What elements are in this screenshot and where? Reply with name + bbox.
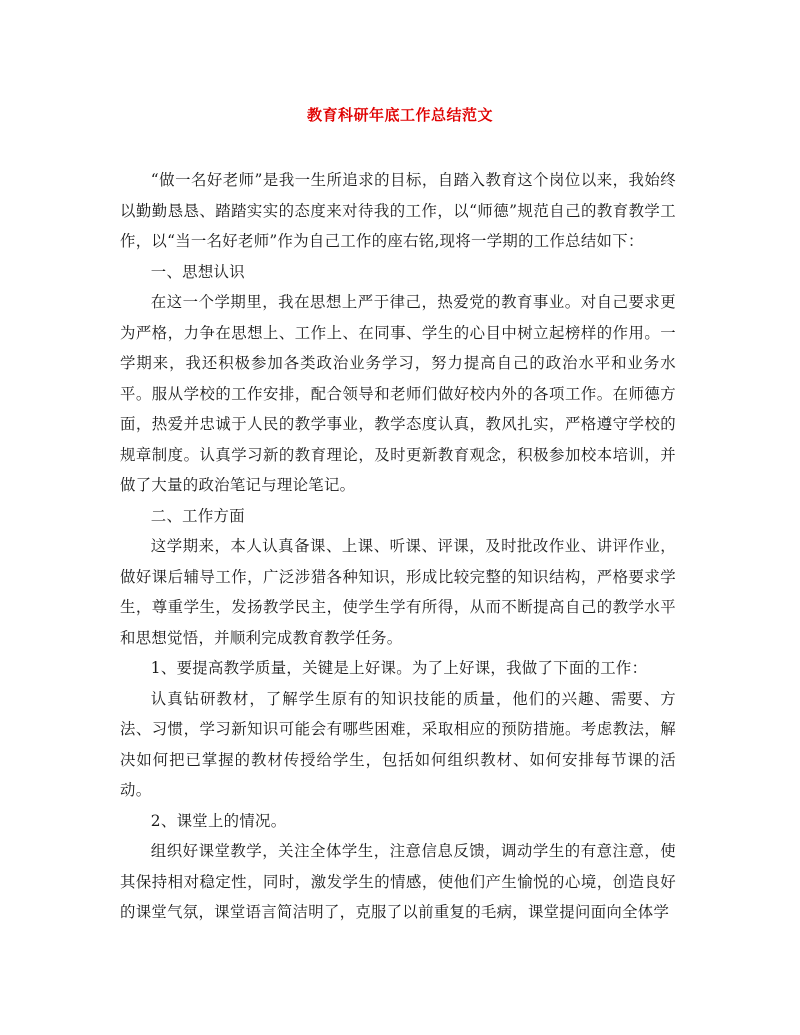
teaching-quality-paragraph: 认真钻研教材，了解学生原有的知识技能的质量，他们的兴趣、需要、方法、习惯，学习新知识可能会有哪些困难，采取相应的预防措施。考虑教法，解决如何把已掌握的教材传授给学生，包括如何组织教材、如何安排每节课的活动。	[120, 689, 676, 799]
subheading-classroom: 2、课堂上的情况。	[150, 811, 287, 830]
document-title: 教育科研年底工作总结范文	[306, 106, 493, 124]
intro-paragraph: “做一名好老师”是我一生所追求的目标，自踏入教育这个岗位以来，我始终以勤勤恳恳、踏踏实实的态度来对待我的工作，以“师德”规范自己的教育教学工作，以“当一名好老师”作为自己工作的座右铭,现将一学期的工作总结如下：	[120, 171, 676, 250]
work-paragraph: 这学期来，本人认真备课、上课、听课、评课，及时批改作业、讲评作业，做好课后辅导工作，广泛涉猎各种知识，形成比较完整的知识结构，严格要求学生，尊重学生，发扬教学民主，使学生学有所得，从而不断提高自己的教学水平和思想觉悟，并顺利完成教育教学任务。	[120, 537, 676, 647]
subheading-teaching-quality: 1、要提高教学质量，关键是上好课。为了上好课，我做了下面的工作：	[150, 659, 648, 677]
section-heading-work: 二、工作方面	[150, 506, 245, 525]
classroom-paragraph: 组织好课堂教学，关注全体学生，注意信息反馈，调动学生的有意注意，使其保持相对稳定性，同时，激发学生的情感，使他们产生愉悦的心境，创造良好的课堂气氛，课堂语言简洁明了，克服了以前重复的毛病，课堂提问面向全体学	[120, 842, 676, 921]
thinking-paragraph: 在这一个学期里，我在思想上严于律己，热爱党的教育事业。对自己要求更为严格，力争在思想上、工作上、在同事、学生的心目中树立起榜样的作用。一学期来，我还积极参加各类政治业务学习，努力提高自己的政治水平和业务水平。服从学校的工作安排，配合领导和老师们做好校内外的各项工作。在师德方面，热爱并忠诚于人民的教学事业，教学态度认真，教风扎实，严格遵守学校的规章制度。认真学习新的教育理论，及时更新教育观念，积极参加校本培训，并做了大量的政治笔记与理论笔记。	[120, 293, 676, 494]
section-heading-thinking: 一、思想认识	[150, 262, 245, 281]
document-body	[120, 165, 676, 928]
